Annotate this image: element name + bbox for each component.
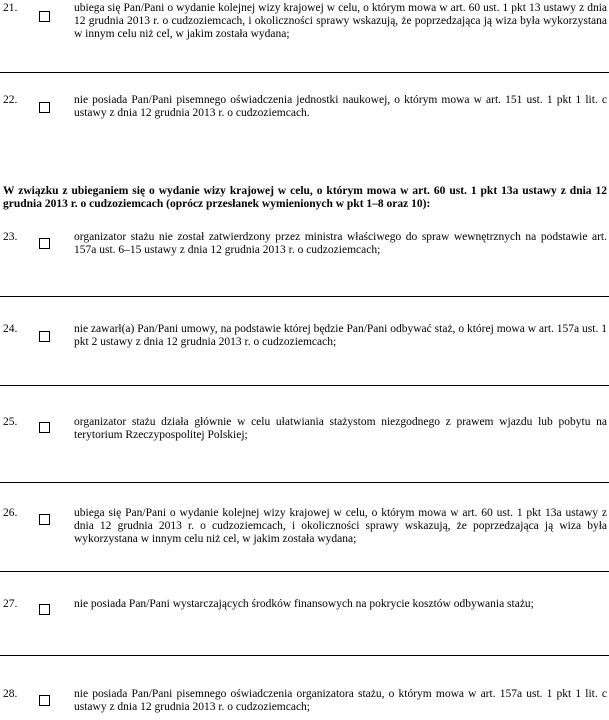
divider [0, 296, 609, 297]
item-text: organizator stażu działa głównie w celu ułatwiania stażystom niezgodnego z prawem wjazdu lub pobytu na terytorium Rzeczypospolitej Polskiej; [74, 416, 607, 441]
item-number: 21. [3, 2, 18, 14]
item-text: organizator stażu nie został zatwierdzony przez ministra właściwego do spraw wewnętrznych na podstawie art. 157a ust. 6–15 ustawy z dnia 12 grudnia 2013 r. o cudzoziemcach; [74, 231, 607, 256]
item-number: 26. [3, 507, 18, 519]
item-number: 25. [3, 416, 18, 428]
item-number: 24. [3, 323, 18, 335]
divider [0, 385, 609, 386]
item-text: ubiega się Pan/Pani o wydanie kolejnej wizy krajowej w celu, o którym mowa w art. 60 ust. 1 pkt 13 ustawy z dnia 12 grudnia 2013 r. o cudzoziemcach, i okoliczności sprawy wskazują, że poprzedzająca ją wiza była wykorzystana w innym celu niż cel, w jakim została wydana; [74, 2, 607, 40]
divider [0, 482, 609, 483]
checkbox[interactable] [39, 331, 50, 342]
checkbox[interactable] [39, 238, 50, 249]
divider [0, 571, 609, 572]
checkbox[interactable] [39, 102, 50, 113]
item-text: ubiega się Pan/Pani o wydanie kolejnej wizy krajowej w celu, o którym mowa w art. 60 ust. 1 pkt 13a ustawy z dnia 12 grudnia 2013 r. o cudzoziemcach, i okoliczności sprawy wskazują, że poprzedzająca ją wiza była wykorzystana w innym celu niż cel, w jakim została wydana; [74, 507, 607, 545]
section-heading: W związku z ubieganiem się o wydanie wizy krajowej w celu, o którym mowa w art. 60 ust. 1 pkt 13a ustawy z dnia 12 grudnia 2013 r. o cudzoziemcach (oprócz przesłanek wymienionych w pkt 1–8 oraz 10): [3, 185, 607, 210]
item-number: 27. [3, 598, 18, 610]
item-number: 22. [3, 94, 18, 106]
item-text: nie posiada Pan/Pani pisemnego oświadczenia organizatora stażu, o którym mowa w art. 157a ust. 1 pkt 1 lit. c ustawy z dnia 12 grudnia 2013 r. o cudzoziemcach; [74, 688, 607, 713]
checkbox[interactable] [39, 11, 50, 22]
item-number: 28. [3, 688, 18, 700]
item-text: nie posiada Pan/Pani pisemnego oświadczenia jednostki naukowej, o którym mowa w art. 151 ust. 1 pkt 1 lit. c ustawy z dnia 12 grudnia 2013 r. o cudzoziemcach. [74, 94, 607, 119]
item-text: nie posiada Pan/Pani wystarczających środków finansowych na pokrycie kosztów odbywania stażu; [74, 598, 534, 610]
item-number: 23. [3, 231, 18, 243]
checkbox[interactable] [39, 422, 50, 433]
checkbox[interactable] [39, 695, 50, 706]
divider [0, 72, 609, 73]
checkbox[interactable] [39, 514, 50, 525]
checkbox[interactable] [39, 604, 50, 615]
item-text: nie zawarł(a) Pan/Pani umowy, na podstawie której będzie Pan/Pani odbywać staż, o której mowa w art. 157a ust. 1 pkt 2 ustawy z dnia 12 grudnia 2013 r. o cudzoziemcach; [74, 323, 607, 348]
divider [0, 655, 609, 656]
